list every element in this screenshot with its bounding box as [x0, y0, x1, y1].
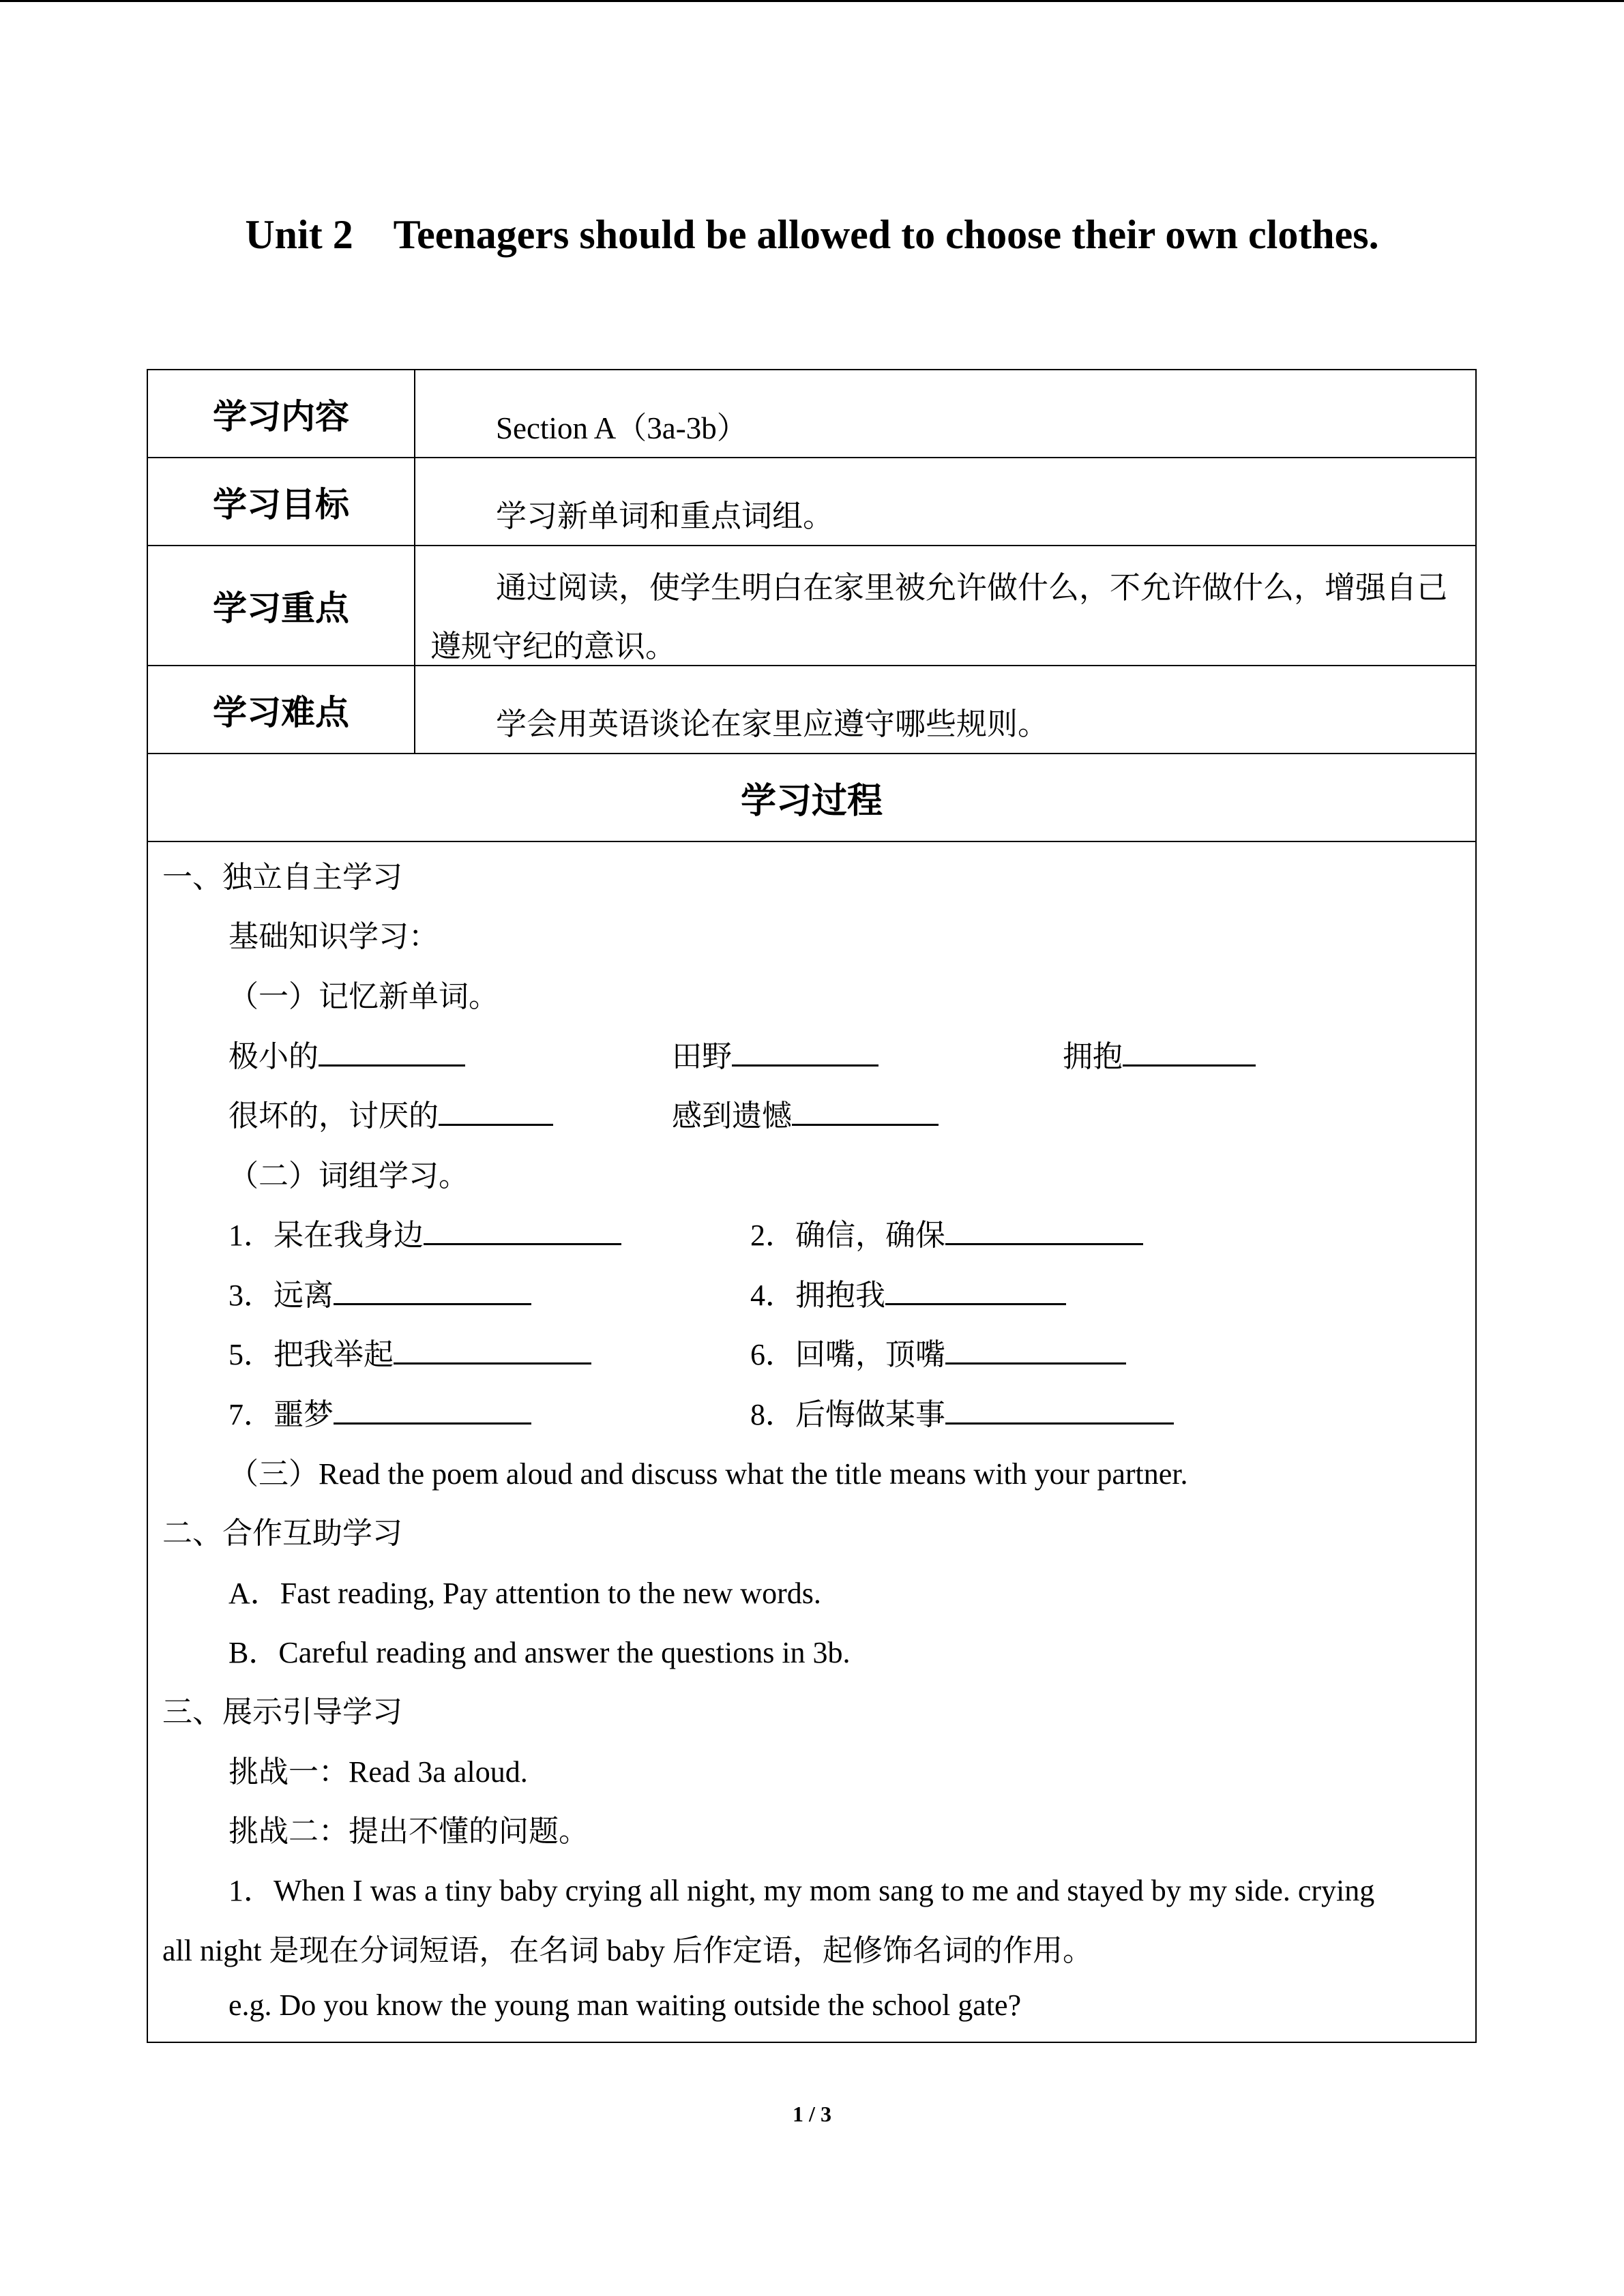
info-row-content [148, 370, 1475, 458]
info-row-focus [148, 546, 1475, 666]
phrase-item [750, 1330, 1126, 1373]
answer-blank[interactable] [945, 1394, 1174, 1425]
answer-blank[interactable] [732, 1036, 879, 1067]
phrase-prompt: 8．后悔做某事 [750, 1398, 945, 1431]
task-three: （三）Read the poem aloud and discuss what the title means with your partner. [228, 1457, 1188, 1491]
vocab-item [1063, 1032, 1256, 1075]
answer-blank[interactable] [885, 1274, 1066, 1305]
answer-blank[interactable] [424, 1214, 621, 1245]
info-row-difficulty [148, 666, 1475, 754]
example-sentence: e.g. Do you know the young man waiting outside the school gate? [228, 1988, 1022, 2022]
words-heading: （一）记忆新单词。 [228, 980, 499, 1013]
vocab-item [228, 1091, 553, 1135]
info-row-value-cell [415, 370, 1475, 457]
process-header: 学习过程 [148, 754, 1475, 842]
page-number: 1 / 3 [793, 2102, 831, 2126]
answer-blank[interactable] [439, 1095, 553, 1126]
phrase-item [228, 1390, 531, 1433]
phrase-prompt: 6．回嘴，顶嘴 [750, 1338, 945, 1371]
answer-blank[interactable] [394, 1334, 591, 1365]
vocab-prompt: 很坏的，讨厌的 [228, 1099, 439, 1133]
info-row-value-cell [415, 666, 1475, 753]
section-heading: 一、独立自主学习 [162, 861, 402, 894]
subheading: 基础知识学习： [228, 920, 439, 953]
info-row-value-cell [415, 546, 1475, 665]
vocab-prompt: 田野 [672, 1040, 732, 1073]
answer-blank[interactable] [334, 1394, 531, 1425]
grammar-note-line: all night 是现在分词短语，在名词 baby 后作定语，起修饰名词的作用。 [162, 1934, 1093, 1967]
phrase-prompt: 4．拥抱我 [750, 1279, 885, 1312]
phrase-item [750, 1270, 1066, 1314]
info-row-goal [148, 458, 1475, 546]
section-heading: 三、展示引导学习 [162, 1695, 402, 1729]
phrase-item [228, 1330, 591, 1373]
grammar-note-line: 1．When I was a tiny baby crying all night, my mom sang to me and stayed by my side. crying [228, 1874, 1375, 1907]
info-row-value: Section A（3a-3b） [496, 411, 748, 445]
page-title: Unit 2 Teenagers should be allowed to choose their own clothes. [245, 212, 1379, 257]
lesson-table [147, 369, 1477, 2043]
vocab-prompt: 感到遗憾 [672, 1099, 792, 1133]
phrase-prompt: 1．呆在我身边 [228, 1219, 424, 1252]
info-row-value: 学习新单词和重点词组。 [496, 499, 834, 533]
answer-blank[interactable] [334, 1274, 531, 1305]
phrases-heading: （二）词组学习。 [228, 1159, 469, 1193]
answer-blank[interactable] [945, 1214, 1143, 1245]
answer-blank[interactable] [319, 1036, 465, 1067]
challenge-one: 挑战一：Read 3a aloud. [228, 1755, 528, 1789]
phrase-prompt: 5．把我举起 [228, 1338, 394, 1371]
top-border-line [0, 0, 1624, 2]
phrase-item [750, 1210, 1143, 1254]
section-heading: 二、合作互助学习 [162, 1517, 402, 1550]
vocab-prompt: 极小的 [228, 1040, 319, 1073]
answer-blank[interactable] [792, 1095, 939, 1126]
answer-blank[interactable] [945, 1334, 1126, 1365]
vocab-item [228, 1032, 465, 1075]
info-row-label: 学习重点 [148, 546, 415, 665]
info-row-label: 学习内容 [148, 370, 415, 457]
phrase-prompt: 7．噩梦 [228, 1398, 334, 1431]
phrase-item [228, 1270, 531, 1314]
vocab-prompt: 拥抱 [1063, 1040, 1123, 1073]
phrase-prompt: 2．确信，确保 [750, 1219, 945, 1252]
answer-blank[interactable] [1123, 1036, 1256, 1067]
challenge-two: 挑战二：提出不懂的问题。 [228, 1815, 589, 1848]
phrase-item [228, 1210, 621, 1254]
vocab-item [672, 1032, 879, 1075]
phrase-prompt: 3．远离 [228, 1279, 334, 1312]
task-a: A．Fast reading, Pay attention to the new words. [228, 1577, 821, 1610]
info-row-value: 学会用英语谈论在家里应遵守哪些规则。 [496, 707, 1049, 741]
info-row-value: 通过阅读，使学生明白在家里被允许做什么，不允许做什么，增强自己遵规守纪的意识。 [430, 571, 1448, 664]
vocab-item [672, 1091, 939, 1135]
info-row-label: 学习目标 [148, 458, 415, 545]
info-row-value-cell [415, 458, 1475, 545]
info-row-label: 学习难点 [148, 666, 415, 753]
task-b: B．Careful reading and answer the questions in 3b. [228, 1636, 851, 1669]
phrase-item [750, 1390, 1174, 1433]
